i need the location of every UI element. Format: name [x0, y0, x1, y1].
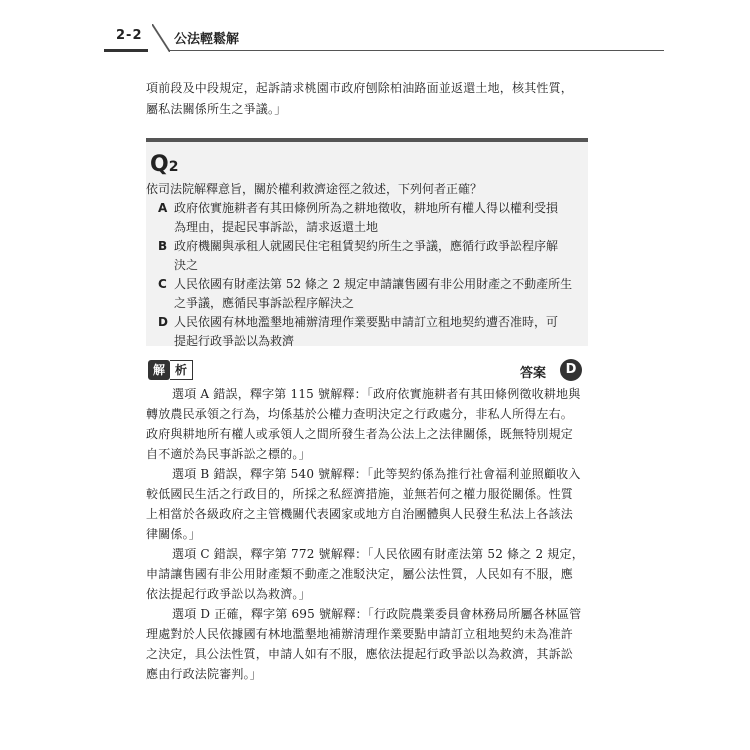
- option-text: 提起行政爭訟以為救濟: [174, 334, 295, 348]
- option-letter: A: [158, 201, 168, 215]
- answer-label: 答案: [520, 366, 547, 381]
- analysis-line: 申請讓售國有非公用財產類不動產之准駁決定，屬公法性質，人民如有不服，應: [146, 567, 574, 581]
- option-letter: C: [158, 277, 167, 291]
- analysis-line: 之決定，具公法性質，申請人如有不服，應依法提起行政爭訟以為救濟，其訴訟: [146, 647, 574, 661]
- analysis-line: 選項 A 錯誤，釋字第 115 號解釋：「政府依實施耕者有其田條例徵收耕地與: [172, 387, 581, 401]
- option-letter: D: [158, 315, 168, 329]
- option-letter: B: [158, 239, 168, 253]
- question-label: [150, 152, 178, 177]
- analysis-badge-second: 析: [170, 360, 193, 380]
- option-text: 政府機關與承租人就國民住宅租賃契約所生之爭議，應循行政爭訟程序解: [174, 239, 559, 253]
- analysis-line: 自不適於為民事訴訟之標的。」: [146, 447, 311, 461]
- chapter-number: 2-2: [116, 28, 143, 43]
- analysis-line: 政府與耕地所有權人或承領人之間所發生者為公法上之法律關係，既無特別規定: [146, 427, 574, 441]
- question-number: 2: [168, 159, 179, 175]
- answer-badge: D: [560, 359, 582, 381]
- analysis-line: 較低國民生活之行政目的，所採之私經濟措施，並無若何之權力服從關係。性質: [146, 487, 574, 501]
- analysis-line: 應由行政法院審判。」: [146, 667, 263, 681]
- option-text: 之爭議，應循民事訴訟程序解決之: [174, 296, 355, 310]
- analysis-line: 上相當於各級政府之主管機關代表國家或地方自治團體與人民發生私法上各該法: [146, 507, 574, 521]
- analysis-badge: 解: [148, 360, 170, 380]
- book-title: 公法輕鬆解: [174, 32, 240, 47]
- question-stem: 依司法院解釋意旨，關於權利救濟途徑之敘述，下列何者正確？: [146, 182, 483, 196]
- option-text: 為理由，提起民事訴訟，請求返還土地: [174, 220, 379, 234]
- question-box: [146, 138, 588, 346]
- header-bar: [104, 49, 148, 52]
- header-rule: [168, 50, 664, 51]
- option-text: 人民依國有林地濫墾地補辦清理作業要點申請訂立租地契約遭否准時，可: [174, 315, 559, 329]
- question-label-main: Q: [150, 152, 169, 177]
- analysis-line: 律關係。」: [146, 527, 202, 541]
- analysis-line: 轉放農民承領之行為，均係基於公權力查明決定之行政處分，非私人所得左右。: [146, 407, 574, 421]
- header-slash: [152, 24, 170, 52]
- analysis-line: 選項 B 錯誤，釋字第 540 號解釋：「此等契約係為推行社會福利並照顧收入: [172, 467, 581, 481]
- page-header: [104, 22, 664, 52]
- analysis-line: 選項 C 錯誤，釋字第 772 號解釋：「人民依國有財產法第 52 條之 2 規定，: [172, 547, 584, 561]
- option-text: 政府依實施耕者有其田條例所為之耕地徵收，耕地所有權人得以權利受損: [174, 201, 559, 215]
- analysis-line: 依法提起行政爭訟以為救濟。」: [146, 587, 311, 601]
- intro-line: 屬私法關係所生之爭議。」: [146, 102, 287, 116]
- analysis-line: 選項 D 正確，釋字第 695 號解釋：「行政院農業委員會林務局所屬各林區管: [172, 607, 582, 621]
- option-text: 決之: [174, 258, 199, 272]
- analysis-line: 理處對於人民依據國有林地濫墾地補辦清理作業要點申請訂立租地契約未為准許: [146, 627, 574, 641]
- intro-line: 項前段及中段規定，起訴請求桃園市政府刨除柏油路面並返還土地，核其性質，: [146, 81, 574, 95]
- option-text: 人民依國有財產法第 52 條之 2 規定申請讓售國有非公用財產之不動產所生: [174, 277, 573, 291]
